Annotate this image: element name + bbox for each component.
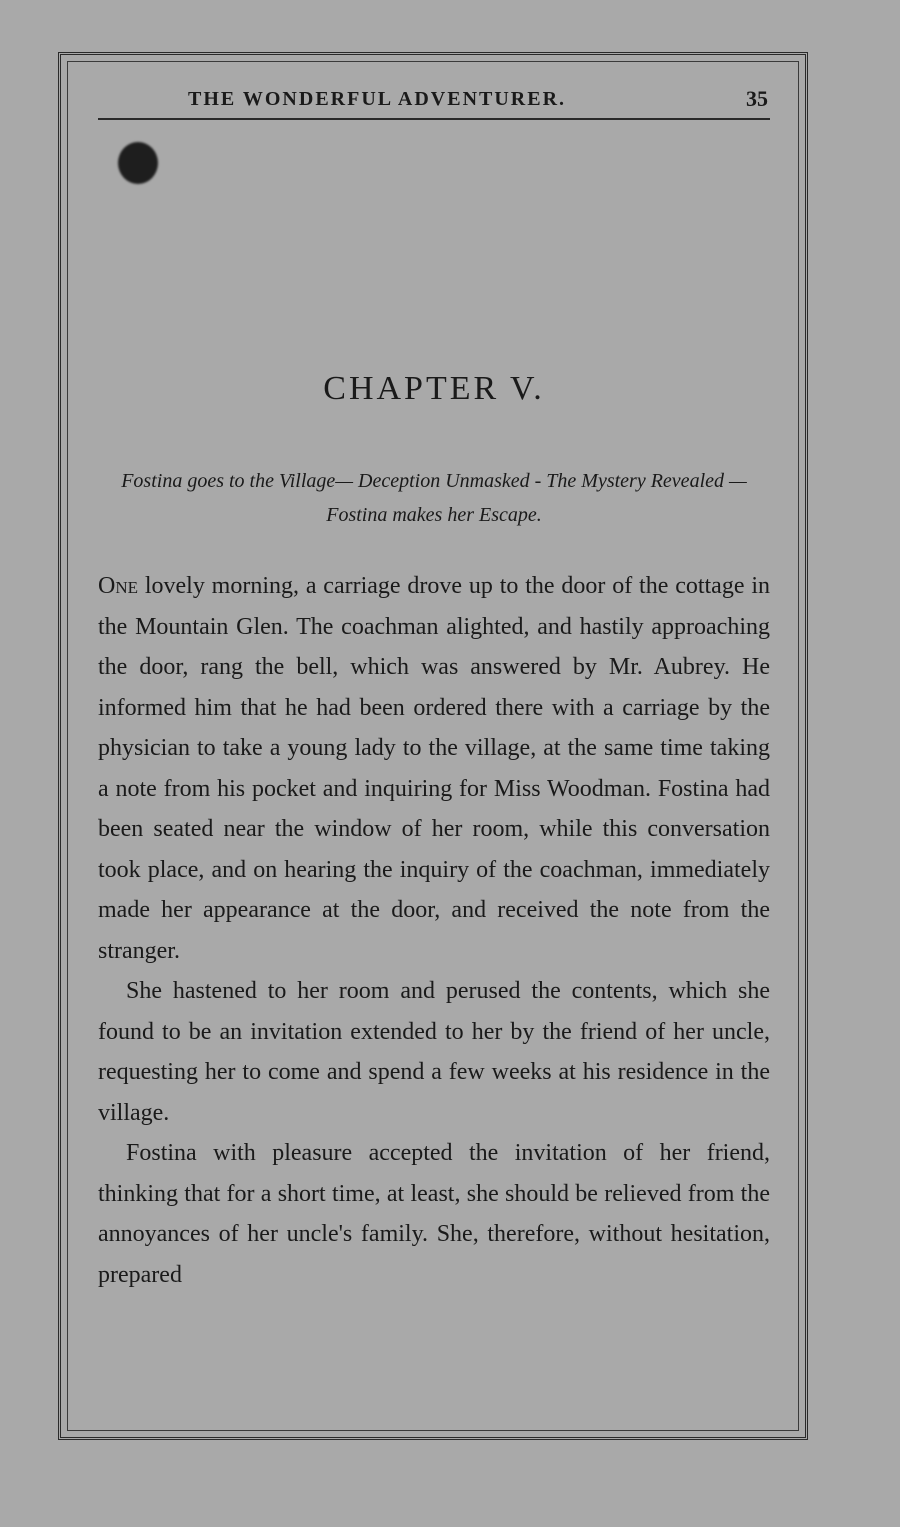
paragraph: Fostina with pleasure accepted the invitation of her friend, thinking that for a short time, at least, she should be relieved from the annoyances of her uncle's family. She, therefore, without hesitation, prepared [98, 1140, 770, 1288]
opening-word: One [98, 573, 138, 599]
paragraph: She hastened to her room and perused the contents, which she found to be an invitation extended to her by the friend of her uncle, requesting her to come and spend a few weeks at his residence in the village. [98, 978, 770, 1126]
ink-blot [118, 142, 158, 184]
page-header [98, 84, 770, 120]
chapter-synopsis: Fostina goes to the Village— Deception Unmasked - The Mystery Revealed — Fostina makes her Escape. [121, 470, 747, 526]
running-head: THE WONDERFUL ADVENTURER. [188, 88, 567, 110]
paragraph [98, 566, 770, 971]
chapter-title: CHAPTER V. [323, 370, 545, 407]
paragraph-text: lovely morning, a carriage drove up to the door of the cottage in the Mountain Glen. The coachman alighted, and hastily approaching the door, rang the bell, which was answered by Mr. Aubrey. He informed him that he had been ordered there with a carriage by the physician to take a young lady to the village, at the same time taking a note from his pocket and inquiring for Miss Woodman. Fostina had been seated near the window of her room, while this conversation took place, and on hearing the inquiry of the coachman, immediately made her appearance at the door, and received the note from the stranger. [98, 573, 770, 964]
body-text [98, 566, 770, 1295]
page-number: 35 [746, 86, 768, 111]
